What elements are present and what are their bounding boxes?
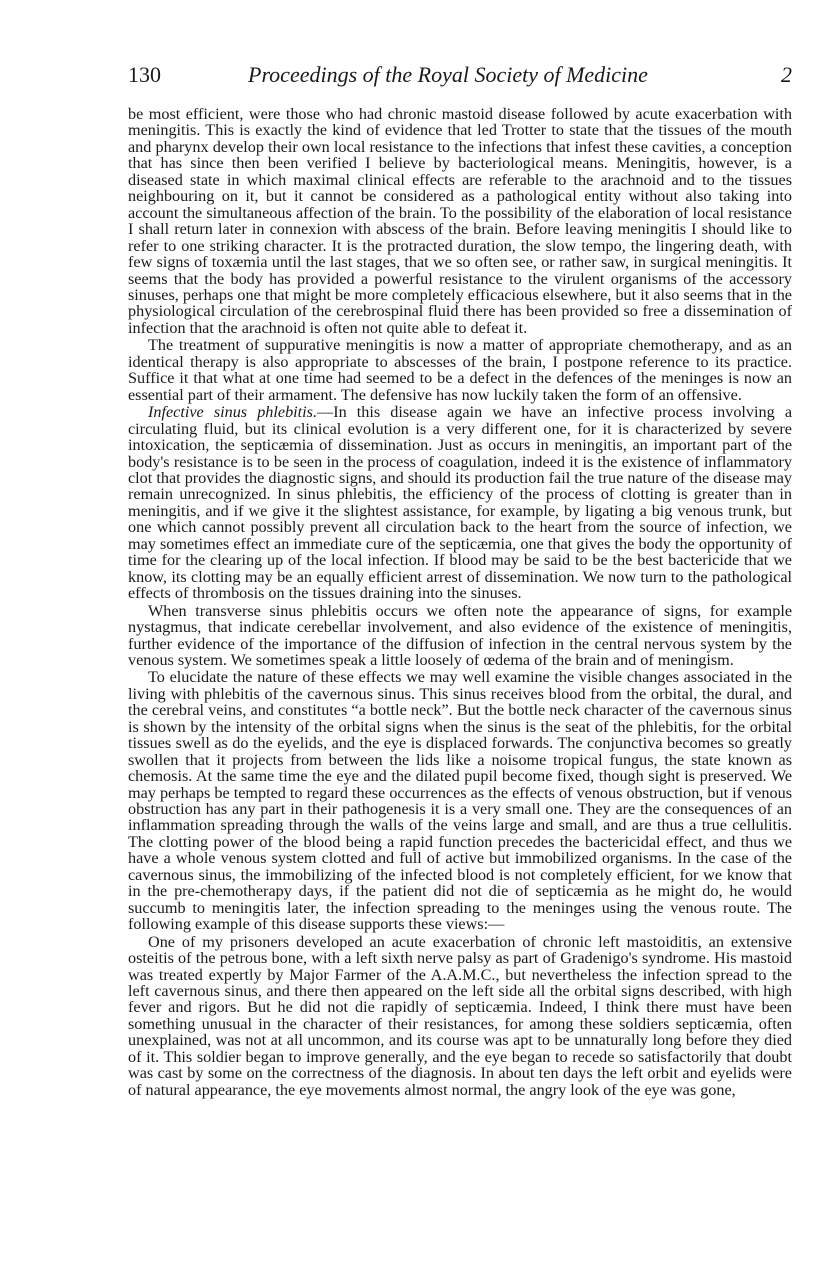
paragraph-sinus-phlebitis-text: —In this disease again we have an infective process involving a circulating fluid, but its clinical evolution is a very different one, for it is characterized by severe intoxication, the septicæmia of dissemination. Just as occurs in meningitis, an important part of the body's resistance is to be seen in the process of coagulation, indeed it is the existence of inflammatory clot that provides the diagnostic signs, and should its production fail the true nature of the disease may remain unrecognized. In sinus phlebitis, the efficiency of the process of clotting is greater than in meningitis, and if we give it the slightest assistance, for example, by ligating a big venous trunk, but one which cannot possibly prevent all circulation back to the heart from the source of infection, we may sometimes effect an immediate cure of the septicæmia, one that gives the body the opportunity of time for the clearing up of the local infection. If blood may be said to be the best bactericide that we know, its clotting may be an equally efficient arrest of dissemination. We now turn to the pathological effects of thrombosis on the tissues draining into the sinuses.	[128, 403, 792, 603]
section-heading-sinus-phlebitis: Infective sinus phlebitis.	[148, 403, 318, 422]
paragraph-transverse-sinus: When transverse sinus phlebitis occurs we often note the appearance of signs, for example nystagmus, that indicate cerebellar involvement, and also evidence of the existence of meningitis, further evidence of the importance of the diffusion of infection in the central nervous system by the venous system. We sometimes speak a little loosely of œdema of the brain and of meningism.	[128, 601, 792, 669]
paragraph-sinus-phlebitis	[128, 404, 792, 601]
paragraph-treatment: The treatment of suppurative meningitis is now a matter of appropriate chemotherapy, and as an identical therapy is also appropriate to abscesses of the brain, I postpone reference to its practice. Suffice it that what at one time had seemed to be a defect in the defences of the meninges is now an essential part of their armament. The defensive has now luckily taken the form of an offensive.	[128, 336, 792, 404]
paragraph-case-report: One of my prisoners developed an acute exacerbation of chronic left mastoiditis, an extensive osteitis of the petrous bone, with a left sixth nerve palsy as part of Gradenigo's syndrome. His mastoid was treated expertly by Major Farmer of the A.A.M.C., but nevertheless the infection spread to the left cavernous sinus, and there then appeared on the left side all the orbital signs described, with high fever and rigors. But he did not die rapidly of septicæmia. Indeed, I think there must have been something unusual in the character of their resistances, for among these soldiers septicæmia, often unexplained, was not at all uncommon, and its course was apt to be unnaturally long before they died of it. This soldier began to improve generally, and the eye began to recede so satisfactorily that doubt was cast by some on the correctness of the diagnosis. In about ten days the left orbit and eyelids were of natural appearance, the eye movements almost normal, the angry look of the eye was gone,	[128, 932, 792, 1099]
paragraph-meningitis-continued: be most efficient, were those who had chronic mastoid disease followed by acute exacerbation with meningitis. This is exactly the kind of evidence that led Trotter to state that the tissues of the mouth and pharynx develop their own local resistance to the infections that infest these cavities, a conception that has since then been verified I believe by bacteriological means. Meningitis, however, is a diseased state in which maximal clinical effects are referable to the arachnoid and to the tissues neighbouring on it, but it cannot be considered as a pathological entity without also taking into account the simultaneous affection of the brain. To the possibility of the elaboration of local resistance I shall return later in connexion with abscess of the brain. Before leaving meningitis I should like to refer to one striking character. It is the protracted duration, the slow tempo, the lingering death, with few signs of toxæmia until the last stages, that we so often see, or rather saw, in surgical meningitis. It seems that the body has provided a powerful resistance to the virulent organisms of the accessory sinuses, perhaps one that might be more completely efficacious elsewhere, but it also seems that in the physiological circulation of the cerebrospinal fluid there has been provided so free a dissemination of infection that the arachnoid is often not quite able to defeat it.	[128, 105, 792, 337]
article-body	[128, 106, 792, 1098]
page-number: 130	[128, 62, 161, 87]
journal-title: Proceedings of the Royal Society of Medicine	[248, 62, 648, 87]
paragraph-cavernous-sinus: To elucidate the nature of these effects we may well examine the visible changes associated in the living with phlebitis of the cavernous sinus. This sinus receives blood from the orbital, the dural, and the cerebral veins, and constitutes “a bottle neck”. But the bottle neck character of the cavernous sinus is shown by the intensity of the orbital signs when the sinus is the seat of the phlebitis, for the orbital tissues swell as do the eyelids, and the eye is displaced forwards. The conjunctiva becomes so greatly swollen that it projects from between the lids like a noisome tropical fungus, the state known as chemosis. At the same time the eye and the dilated pupil become fixed, though sight is preserved. We may perhaps be tempted to regard these occurrences as the effects of venous obstruction, but if venous obstruction has any part in their pathogenesis it is a very small one. They are the consequences of an inflammation spreading through the walls of the veins large and small, and are thus a true cellulitis. The clotting power of the blood being a rapid function precedes the bactericidal effect, and thus we have a whole venous system clotted and full of active but immobilized organisms. In the case of the cavernous sinus, the immobilizing of the infected blood is not completely efficient, for we know that in the pre-chemotherapy days, if the patient did not die of septicæmia as he might do, he would succumb to meningitis later, the infection spreading to the meninges using the venous route. The following example of this disease supports these views:—	[128, 668, 792, 934]
page-header	[128, 62, 792, 92]
issue-number: 2	[781, 62, 792, 87]
